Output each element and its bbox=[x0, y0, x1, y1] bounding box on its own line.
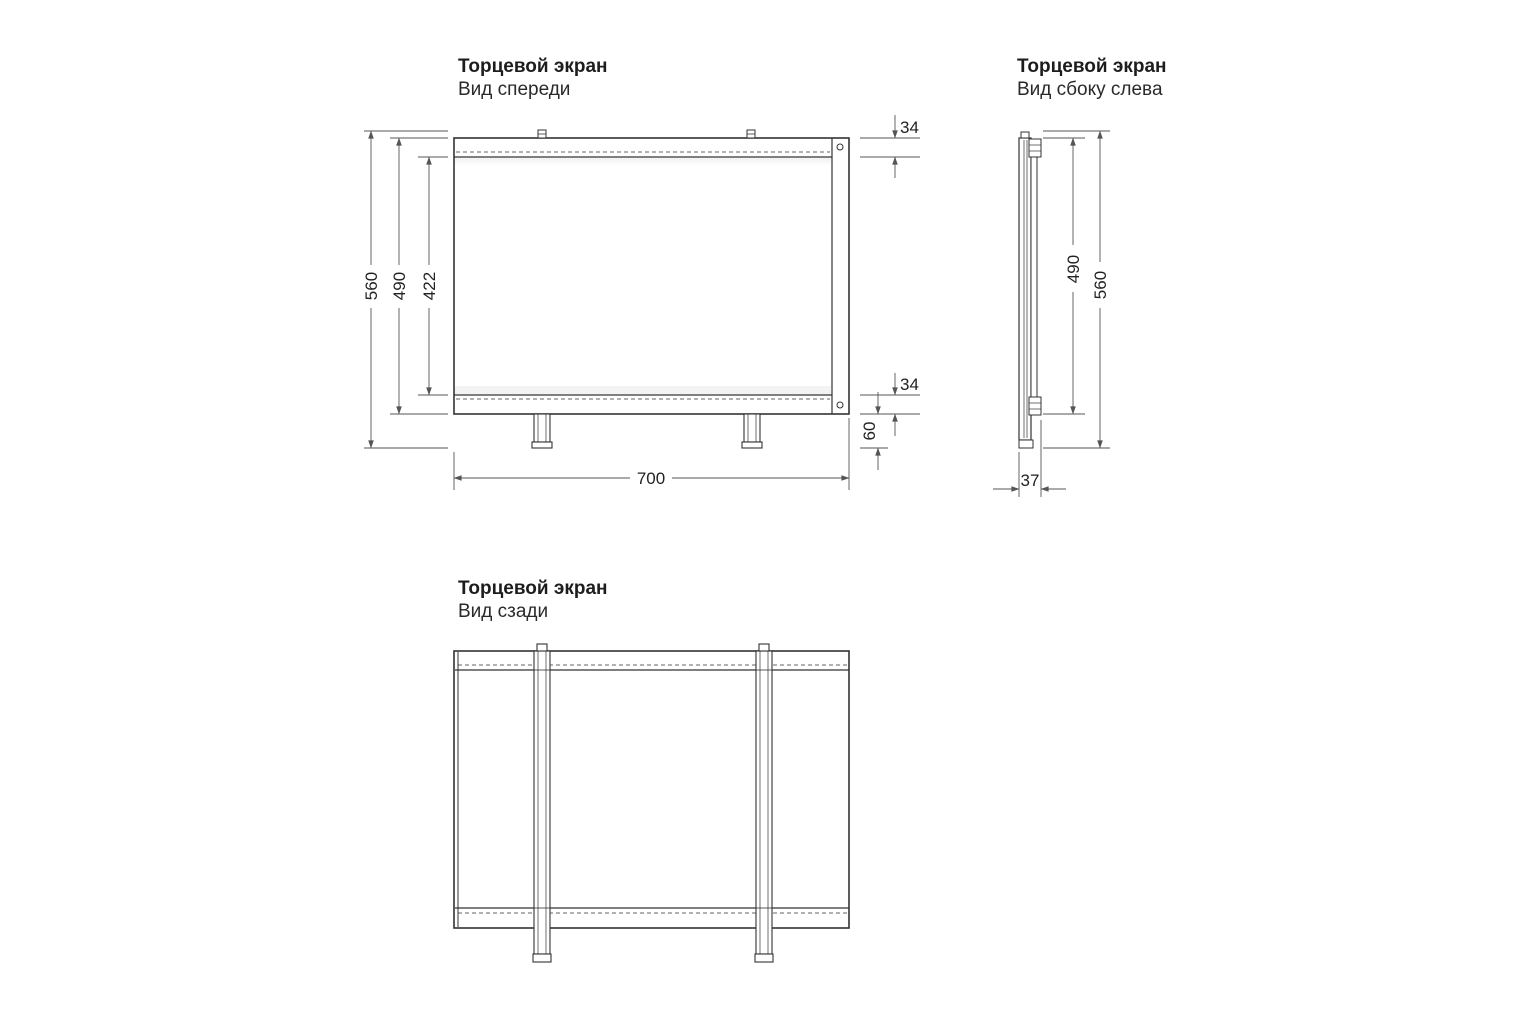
front-dim-60: 60 bbox=[860, 421, 879, 441]
front-panel-outline bbox=[454, 138, 849, 414]
back-view-subtitle: Вид сзади bbox=[458, 601, 549, 622]
front-dim-490: 490 bbox=[390, 271, 409, 301]
side-view bbox=[1019, 132, 1041, 448]
side-view-title: Торцевой экран bbox=[1017, 56, 1167, 77]
front-view-title: Торцевой экран bbox=[458, 56, 608, 77]
front-bottom-shade bbox=[455, 386, 831, 394]
back-support-left bbox=[533, 644, 551, 962]
front-dim-422: 422 bbox=[420, 271, 439, 301]
front-dim-top-34: 34 bbox=[900, 118, 919, 137]
side-foot bbox=[1019, 440, 1033, 448]
side-dimensions bbox=[993, 131, 1110, 497]
front-dim-bottom-34: 34 bbox=[900, 375, 919, 394]
side-dim-37: 37 bbox=[1020, 471, 1040, 490]
back-support-right bbox=[755, 644, 773, 962]
front-leg-left bbox=[532, 414, 552, 448]
back-panel-outline bbox=[454, 651, 849, 928]
front-view-subtitle: Вид спереди bbox=[458, 79, 571, 100]
front-dim-560: 560 bbox=[362, 271, 381, 301]
front-top-shade bbox=[455, 158, 831, 166]
side-panel-outline bbox=[1019, 138, 1031, 440]
back-view-title: Торцевой экран bbox=[458, 578, 608, 599]
front-view bbox=[454, 130, 849, 448]
side-stud-top bbox=[1021, 132, 1029, 138]
front-leg-right bbox=[742, 414, 762, 448]
front-dim-700: 700 bbox=[636, 469, 666, 488]
side-bracket-top bbox=[1029, 139, 1041, 157]
side-bracket-bottom bbox=[1029, 397, 1041, 415]
side-dim-560: 560 bbox=[1091, 270, 1110, 300]
side-profile bbox=[1031, 150, 1037, 408]
side-view-subtitle: Вид сбоку слева bbox=[1017, 79, 1163, 100]
side-dim-490: 490 bbox=[1064, 254, 1083, 284]
back-view bbox=[454, 644, 849, 962]
